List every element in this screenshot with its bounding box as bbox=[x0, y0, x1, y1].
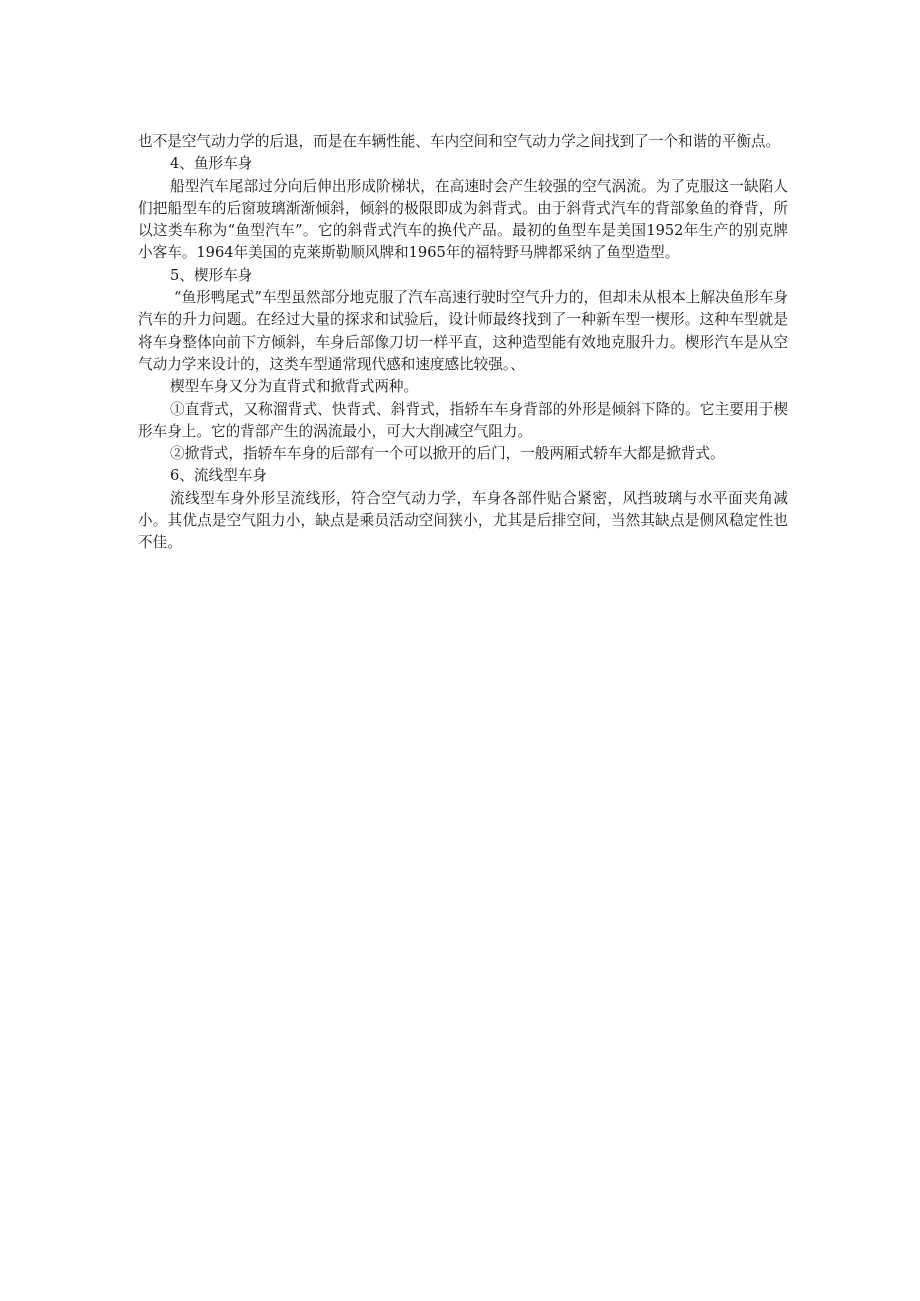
section-heading-wedge-body: 5、楔形车身 bbox=[170, 266, 253, 284]
paragraph-hatchback: ②掀背式，指轿车车身的后部有一个可以掀开的后门，一般两厢式轿车大都是掀背式。 bbox=[170, 445, 725, 463]
document-body bbox=[138, 131, 788, 555]
paragraph-straight-back: ①直背式，又称溜背式、快背式、斜背式，指轿车车身背部的外形是倾斜下降的。它主要用于楔形车身上。它的背部产生的涡流最小，可大大削减空气阻力。 bbox=[138, 400, 788, 440]
paragraph-streamline-body: 流线型车身外形呈流线形，符合空气动力学，车身各部件贴合紧密，风挡玻璃与水平面夹角减小。其优点是空气阻力小，缺点是乘员活动空间狭小，尤其是后排空间，当然其缺点是侧风稳定性也不佳。 bbox=[138, 489, 788, 552]
paragraph-fish-body: 船型汽车尾部过分向后伸出形成阶梯状，在高速时会产生较强的空气涡流。为了克服这一缺陷人们把船型车的后窗玻璃渐渐倾斜，倾斜的极限即成为斜背式。由于斜背式汽车的背部象鱼的脊背，所以这类车称为“鱼型汽车”。它的斜背式汽车的换代产品。最初的鱼型车是美国1952年生产的别克牌小客车。1964年美国的克莱斯勒顺风牌和1965年的福特野马牌都采纳了鱼型造型。 bbox=[138, 177, 788, 262]
section-heading-streamline-body: 6、流线型车身 bbox=[170, 467, 267, 485]
paragraph-wedge-types: 楔型车身又分为直背式和掀背式两种。 bbox=[170, 378, 419, 396]
section-heading-fish-body: 4、鱼形车身 bbox=[170, 155, 253, 173]
paragraph-wedge-body: “鱼形鸭尾式”车型虽然部分地克服了汽车高速行驶时空气升力的，但却未从根本上解决鱼形车身汽车的升力问题。在经过大量的探求和试验后，设计师最终找到了一种新车型一楔形。这种车型就是将车身整体向前下方倾斜，车身后部像刀切一样平直，这种造型能有效地克服升力。楔形汽车是从空气动力学来设计的，这类车型通常现代感和速度感比较强。、 bbox=[138, 289, 788, 373]
paragraph-continuation: 也不是空气动力学的后退，而是在车辆性能、车内空间和空气动力学之间找到了一个和谐的平衡点。 bbox=[138, 133, 781, 150]
